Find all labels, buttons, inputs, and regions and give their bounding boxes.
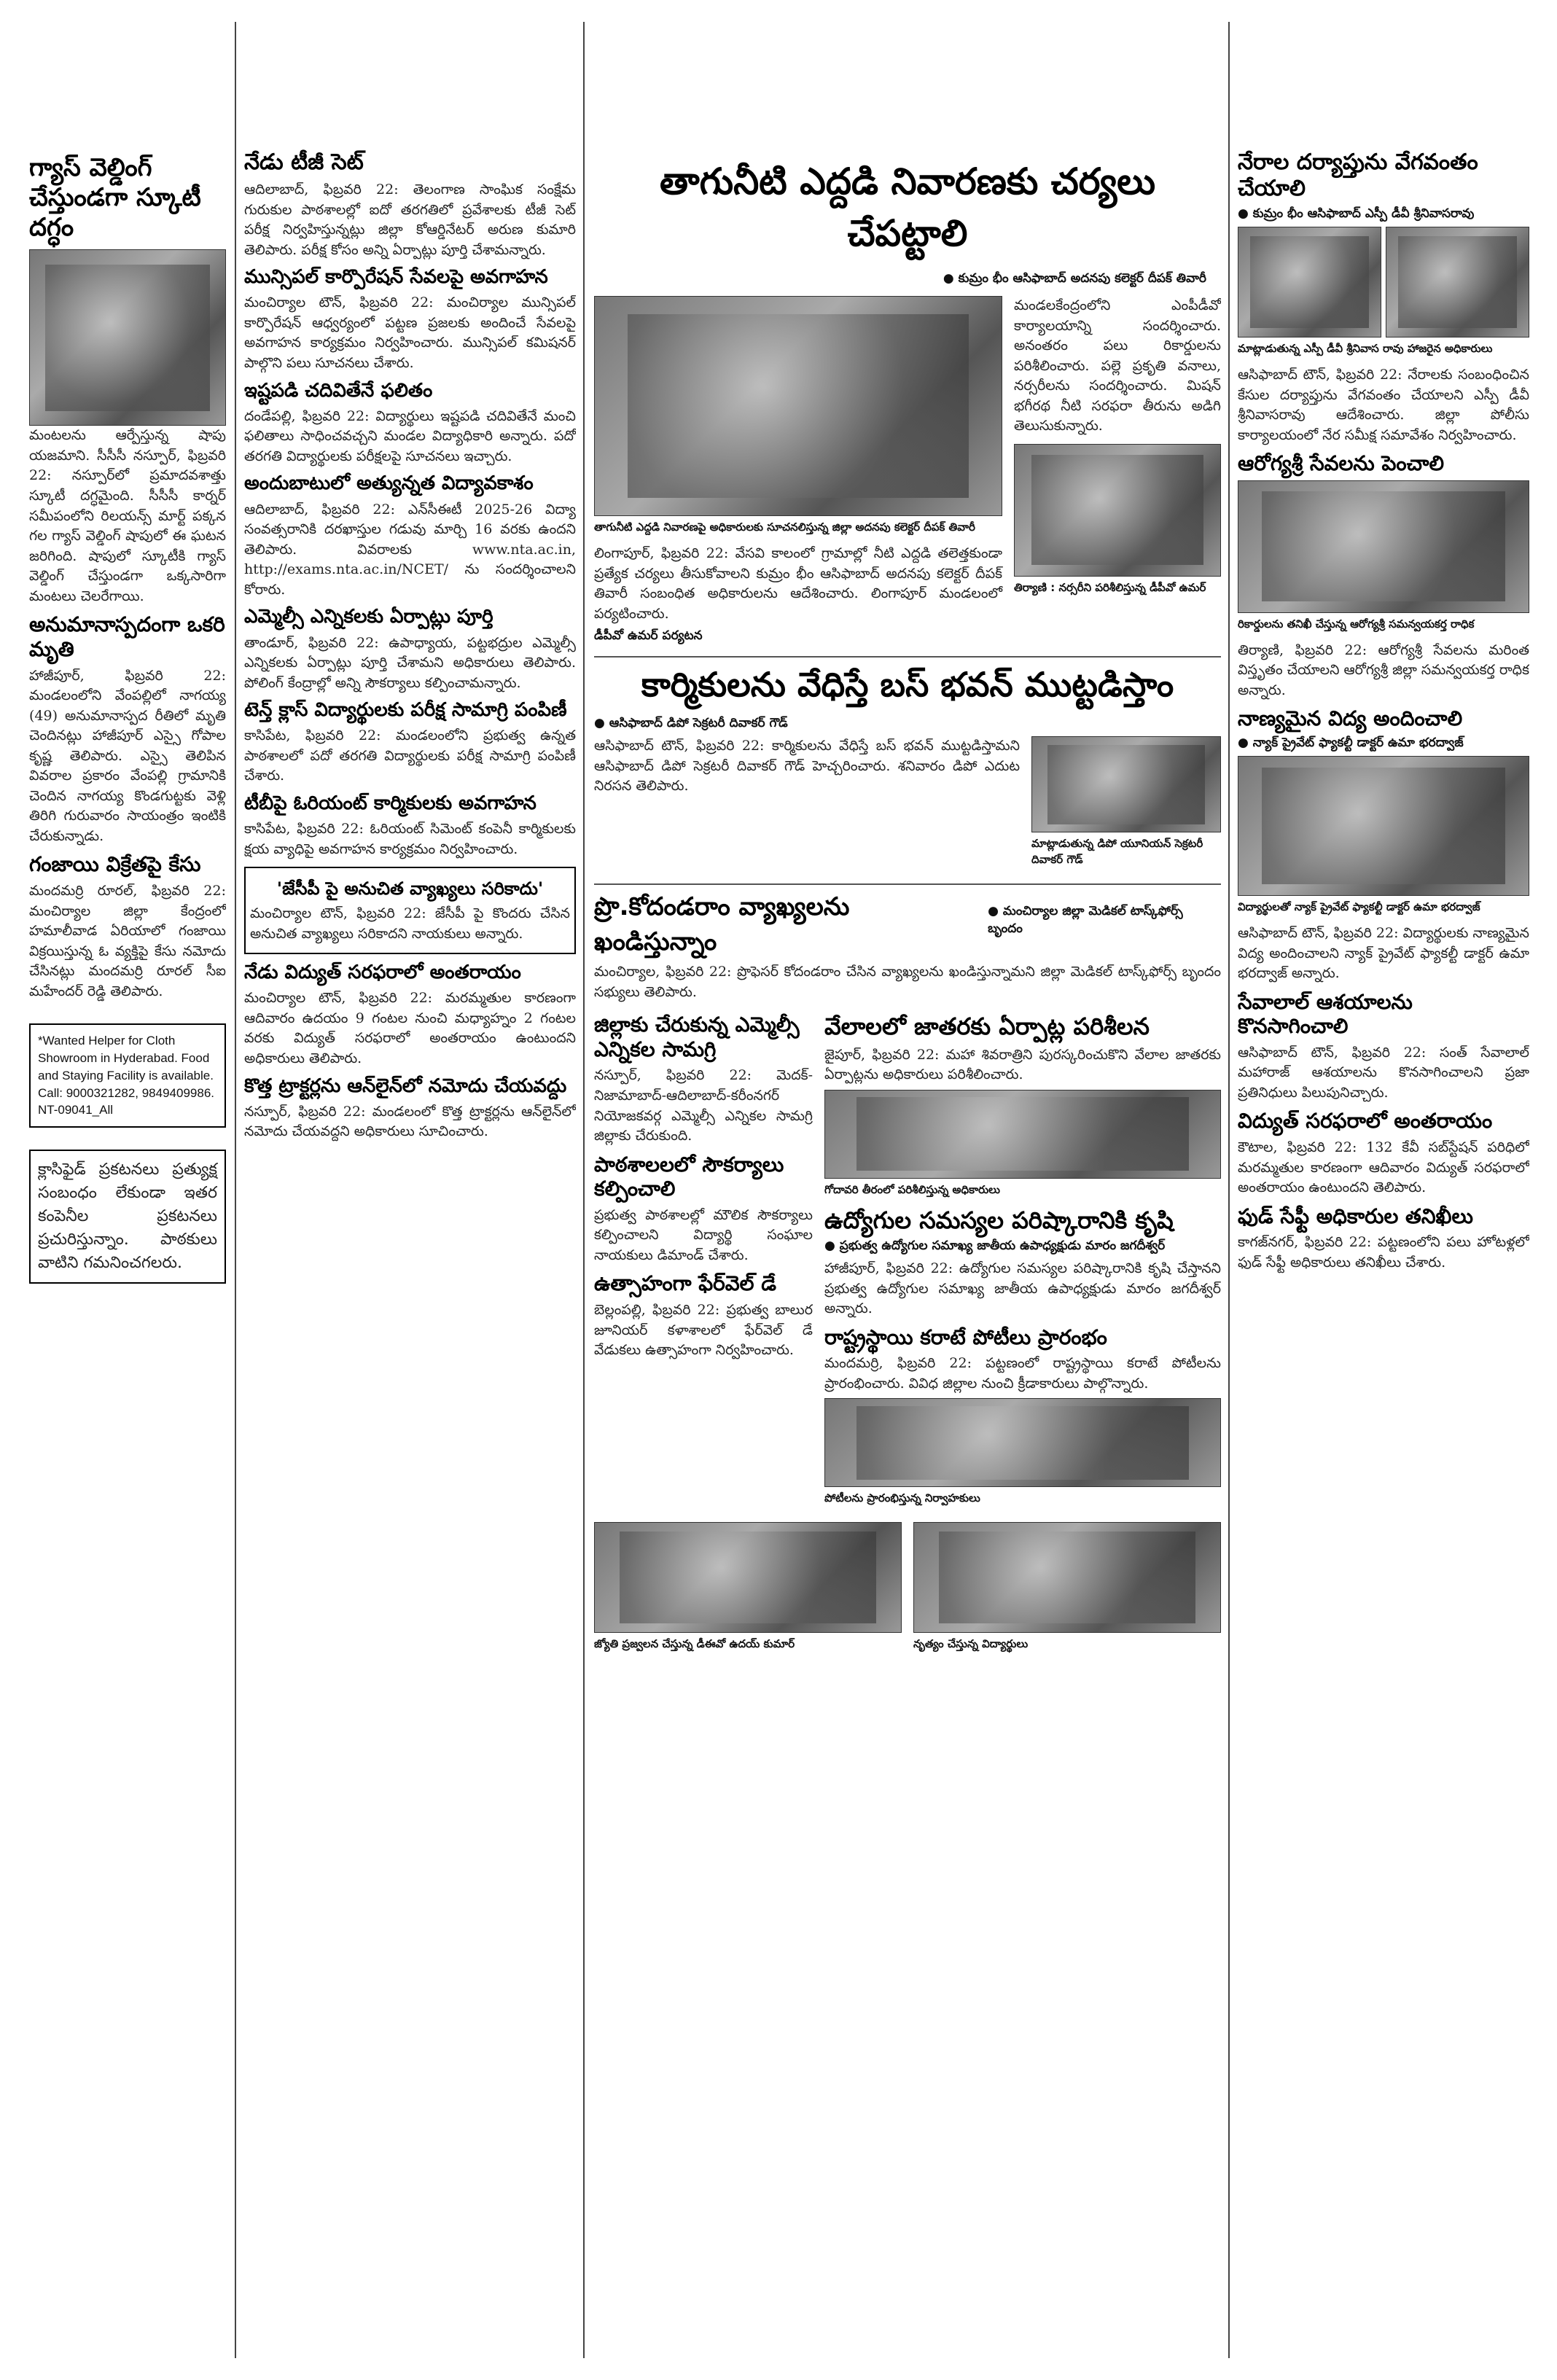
section-divider — [594, 883, 1221, 885]
headline: కార్మికులను వేధిస్తే బస్ భవన్ ముట్టడిస్తాం — [641, 665, 1174, 705]
article-body: ఆసిఫాబాద్ టౌన్, ఫిబ్రవరి 22: సంత్ సేవాలాల్ మహారాజ్ ఆశయాలను కొనసాగించాలని ప్రజా ప్రతినిధులు పిలుపునిచ్చారు. — [1238, 1044, 1529, 1101]
column-divider — [235, 22, 236, 2358]
headline: పాఠశాలలలో సౌకర్యాలు కల్పించాలి — [594, 1152, 784, 1201]
photo-caption: గోదావరి తీరంలో పరిశీలిస్తున్న అధికారులు — [824, 1182, 1000, 1196]
article-body: బెల్లంపల్లి, ఫిబ్రవరి 22: ప్రభుత్వ బాలుర జూనియర్ కళాశాలలో ఫేర్‌వెల్ డే వేడుకలు ఉత్సాహంగా నిర్వహించారు. — [594, 1302, 813, 1359]
article-body: మంచిర్యాల టౌన్, ఫిబ్రవరి 22: మరమ్మతుల కారణంగా ఆదివారం ఉదయం 9 గంటల నుంచి మధ్యాహ్నం 2 గంటల వరకు విద్యుత్ సరఫరాలో అంతరాయం ఉంటుందని అధికారులు తెలిపారు. — [244, 990, 576, 1066]
farewell-photo-a-block — [594, 1522, 902, 1661]
lead-story-row — [594, 296, 1221, 649]
headline: సేవాలాల్ ఆశయాలను కొనసాగించాలి — [1238, 989, 1413, 1039]
lead-story-left — [594, 296, 1002, 649]
headline: ఎమ్మెల్సీ ఎన్నికలకు ఏర్పాట్లు పూర్తి — [244, 606, 493, 628]
headline: జిల్లాకు చేరుకున్న ఎమ్మెల్సీ ఎన్నికల సామగ్రి — [594, 1013, 800, 1061]
section-divider — [594, 656, 1221, 658]
disclaimer-box: క్లాసిఫైడ్ ప్రకటనలు ప్రత్యుక్ష సంబంధం లేకుండా ఇతర కంపెనీల ప్రకటనలు ప్రచురిస్తున్నాం. పాఠకులు వాటిని గమనించగలరు. — [29, 1150, 226, 1283]
officers-photo — [1386, 227, 1529, 338]
farewell-photo-b — [913, 1522, 1221, 1633]
headline: గ్యాస్ వెల్డింగ్ చేస్తుండగా స్కూటీ దగ్ధం — [29, 153, 201, 242]
photo-caption: తాగునీటి ఎద్దడి నివారణపై అధికారులకు సూచనలిస్తున్న జిల్లా అదనపు కలెక్టర్ దీపక్ తివారీ — [594, 520, 975, 534]
photo-caption: మాట్లాడుతున్న ఎస్పీ డీవీ శ్రీనివాస రావు హాజరైన అధికారులు — [1238, 342, 1493, 355]
depot-photo — [1031, 736, 1221, 832]
article-body: కౌటాల, ఫిబ్రవరి 22: 132 కేవీ సబ్‌స్టేషన్ పరిధిలో మరమ్మతుల కారణంగా ఆదివారం విద్యుత్ సరఫరాలో అంతరాయం ఉంటుందని తెలిపారు. — [1238, 1139, 1529, 1196]
headline: కొత్త ట్రాక్టర్లను ఆన్‌లైన్‌లో నమోదు చేయవద్దు — [244, 1074, 567, 1097]
headline: ఇష్టపడి చదివితేనే ఫలితం — [244, 379, 433, 402]
headline: నేడు విద్యుత్ సరఫరాలో అంతరాయం — [244, 961, 521, 984]
article-body: ఆదిలాబాద్, ఫిబ్రవరి 22: ఎన్‌సీఈటీ 2025-26 విద్యా సంవత్సరానికి దరఖాస్తుల గడువు మార్చి 16 వరకు ఉందని తెలిపారు. వివరాలకు www.nta.ac.in, http://exams.nta.ac.in/NCET/ ను సందర్శించాలని కోరారు. — [244, 501, 576, 598]
headline: ఉద్యోగుల సమస్యల పరిష్కారానికి కృషి — [824, 1206, 1174, 1234]
story-row — [594, 736, 1221, 876]
column-1 — [29, 22, 226, 2358]
subhead: ● మంచిర్యాల జిల్లా మెడికల్ టాస్క్‌ఫోర్స్ బృందం — [988, 904, 1183, 937]
article-body: మందమర్రి రూరల్, ఫిబ్రవరి 22: మంచిర్యాల జిల్లా కేంద్రంలో హమాలీవాడ ఏరియాలో గంజాయి విక్రయిస్తున్న ఓ వ్యక్తిపై కేసు నమోదు చేసినట్లు మందమర్రి రూరల్ సీఐ మహేందర్ రెడ్డి తెలిపారు. — [29, 883, 226, 999]
headline: ఆరోగ్యశ్రీ సేవలను పెంచాలి — [1238, 451, 1445, 476]
arogyasri-photo — [1238, 480, 1529, 613]
article-body: నస్పూర్, ఫిబ్రవరి 22: మెదక్-నిజామాబాద్-ఆదిలాబాద్-కరీంనగర్ నియోజకవర్గ ఎమ్మెల్సీ ఎన్నికల సామగ్రి జిల్లాకు చేరుకుంది. — [594, 1067, 813, 1144]
headline: అందుబాటులో అత్యున్నత విద్యావకాశం — [244, 472, 534, 495]
article-body: మంటలను ఆర్పేస్తున్న షాపు యజమాని. సీసీసీ నస్పూర్, ఫిబ్రవరి 22: నస్పూర్‌లో ప్రమాదవశాత్తు స్కూటీ దగ్ధమైంది. సీసీసీ కార్నర్ సమీపంలోని రిలయన్స్ మార్ట్ పక్కన గల గ్యాస్ వెల్డింగ్ షాపులో ఈ ఘటన జరిగింది. షాపులో స్కూటీకి గ్యాస్ వెల్డింగ్ చేస్తుండగా ఒక్కసారిగా మంటలు చెలరేగాయి. — [29, 427, 226, 604]
lower-left — [594, 1007, 813, 1515]
photo-caption: పోటీలను ప్రారంభిస్తున్న నిర్వాహకులు — [824, 1491, 980, 1505]
headline: రాష్ట్రస్థాయి కరాటే పోటీలు ప్రారంభం — [824, 1324, 1107, 1349]
boxed-article — [244, 867, 576, 954]
headline: ప్రొ.కోదండరాం వ్యాఖ్యలను ఖండిస్తున్నాం — [594, 892, 850, 957]
article-body: జైపూర్, ఫిబ్రవరి 22: మహా శివరాత్రిని పురస్కరించుకొని వేలాల జాతరకు ఏర్పాట్లను అధికారులు పరిశీలించారు. — [824, 1046, 1221, 1083]
article-body: నస్పూర్, ఫిబ్రవరి 22: మండలంలో కొత్త ట్రాక్టర్లను ఆన్‌లైన్‌లో నమోదు చేయవద్దని అధికారులు సూచించారు. — [244, 1103, 576, 1140]
column-divider — [1228, 22, 1230, 2358]
photo-caption: రికార్డులను తనిఖీ చేస్తున్న ఆరోగ్యశ్రీ సమన్వయకర్త రాధిక — [1238, 617, 1475, 631]
photo-pair — [1238, 227, 1529, 338]
article-body: కాగజ్‌నగర్, ఫిబ్రవరి 22: పట్టణంలోని పలు హోటళ్లలో ఫుడ్ సేఫ్టీ అధికారులు తనిఖీలు చేశారు. — [1238, 1234, 1529, 1271]
lead-story-right — [1014, 296, 1221, 649]
headline: నేరాల దర్యాప్తును వేగవంతం చేయాలి — [1238, 149, 1478, 201]
subhead: ● న్యాక్ ప్రైవేట్ ఫ్యాకల్టీ డాక్టర్ ఉమా భరద్వాజ్ — [1238, 736, 1464, 751]
photo-caption: మాట్లాడుతున్న డిపో యూనియన్ సెక్రటరీ దివాకర్ గౌడ్ — [1031, 837, 1203, 867]
naac-photo — [1238, 756, 1529, 896]
column-divider — [583, 22, 585, 2358]
lower-right — [824, 1007, 1221, 1515]
lead-headline: తాగునీటి ఎద్దడి నివారణకు చర్యలు చేపట్టాలి — [659, 160, 1156, 254]
article-body: హాజీపూర్, ఫిబ్రవరి 22: మండలంలోని వేంపల్లిలో నాగయ్య (49) అనుమానాస్పద రీతిలో మృతి చెందినట్లు హాజీపూర్ ఎస్సై గోపాల కృష్ణ తెలిపారు. ఎస్సై తెలిపిన వివరాల ప్రకారం వేంపల్లి గ్రామానికి చెందిన నాగయ్య కొండగుట్టకు వెళ్లి తిరిగి గురువారం సాయంత్రం ఇంటికి చేరుకున్నాడు. — [29, 667, 226, 844]
article-body: మందమర్రి, ఫిబ్రవరి 22: పట్టణంలో రాష్ట్రస్థాయి కరాటే పోటీలను ప్రారంభించారు. వివిధ జిల్లాల నుంచి క్రీడాకారులు పాల్గొన్నారు. — [824, 1355, 1221, 1392]
lead-photo — [594, 296, 1002, 516]
photo-caption: విద్యార్థులతో న్యాక్ ప్రైవేట్ ఫ్యాకల్టీ డాక్టర్ ఉమా భరద్వాజ్ — [1238, 900, 1480, 914]
article-body: మంచిర్యాల టౌన్, ఫిబ్రవరి 22: మంచిర్యాల మున్సిపల్ కార్పొరేషన్ ఆధ్వర్యంలో పట్టణ ప్రజలకు అందించే సేవలపై అవగాహన కార్యక్రమం నిర్వహించారు. మున్సిపల్ కమిషనర్ పాల్గొని పలు సూచనలు చేశారు. — [244, 294, 576, 372]
story-photo-block — [1031, 736, 1221, 876]
article-body: లింగాపూర్, ఫిబ్రవరి 22: వేసవి కాలంలో గ్రామాల్లో నీటి ఎద్దడి తలెత్తకుండా ప్రత్యేక చర్యలు తీసుకోవాలని కుమ్రం భీం ఆసిఫాబాద్ అదనపు కలెక్టర్ దీపక్ తివారీ సంబంధిత అధికారులను ఆదేశించారు. లింగాపూర్ మండలంలో పర్యటించారు. — [594, 545, 1002, 622]
photo-caption: నృత్యం చేస్తున్న విద్యార్థులు — [913, 1637, 1029, 1651]
column-5 — [1238, 22, 1529, 2358]
article-body: తాండూర్, ఫిబ్రవరి 22: ఉపాధ్యాయ, పట్టభద్రుల ఎమ్మెల్సీ ఎన్నికలకు ఏర్పాట్లు పూర్తి చేశామని అధికారులు తెలిపారు. పోలింగ్ కేంద్రాల్లో అన్ని సౌకర్యాలు కల్పించామన్నారు. — [244, 634, 576, 691]
headline: నాణ్యమైన విద్య అందించాలి — [1238, 706, 1463, 731]
subhead: ● ఆసిఫాబాద్ డిపో సెక్రటరీ దివాకర్ గౌడ్ — [594, 716, 788, 731]
article-body: దండేపల్లి, ఫిబ్రవరి 22: విద్యార్థులు ఇష్టపడి చదివితేనే మంచి ఫలితాలు సాధించవచ్చని మండల విద్యాధికారి అన్నారు. పదో తరగతి విద్యార్థులకు పరీక్షలపై సూచనలు ఇచ్చారు. — [244, 407, 576, 464]
article-body: కాసిపేట, ఫిబ్రవరి 22: ఓరియంట్ సిమెంట్ కంపెనీ కార్మికులకు క్షయ వ్యాధిపై అవగాహన కార్యక్రమం నిర్వహించారు. — [244, 821, 576, 857]
headline: టీబీపై ఓరియంట్ కార్మికులకు అవగాహన — [244, 792, 536, 814]
article-body: కాసిపేట, ఫిబ్రవరి 22: మండలంలోని ప్రభుత్వ ఉన్నత పాఠశాలలో పదో తరగతి విద్యార్థులకు పరీక్ష సామాగ్రి పంపిణీ చేశారు. — [244, 727, 576, 784]
headline: టెన్త్ క్లాస్ విద్యార్థులకు పరీక్ష సామాగ్రి పంపిణీ — [244, 699, 567, 722]
article-body: ఆదిలాబాద్, ఫిబ్రవరి 22: తెలంగాణ సాంఘిక సంక్షేమ గురుకుల పాఠశాలల్లో ఐదో తరగతిలో ప్రవేశాలకు టీజీ సెట్ పరీక్ష నిర్వహిస్తున్నట్లు జిల్లా కోఆర్డినేటర్ అరుణ కుమారి తెలిపారు. పరీక్ష కోసం అన్ని ఏర్పాట్లు పూర్తి చేశామన్నారు. — [244, 182, 576, 258]
headline: మున్సిపల్ కార్పొరేషన్ సేవలపై అవగాహన — [244, 266, 548, 289]
headline: విద్యుత్ సరఫరాలో అంతరాయం — [1238, 1109, 1493, 1134]
farewell-photo-a — [594, 1522, 902, 1633]
article-body: హాజీపూర్, ఫిబ్రవరి 22: ఉద్యోగుల సమస్యల పరిష్కారానికి కృషి చేస్తానని ప్రభుత్వ ఉద్యోగుల సమాఖ్య జాతీయ ఉపాధ్యక్షుడు మారం జగదీశ్వర్ అన్నారు. — [824, 1260, 1221, 1317]
lead-subhead: ● కుమ్రం భీం ఆసిఫాబాద్ అదనపు కలెక్టర్ దీపక్ తివారీ — [943, 271, 1206, 286]
farewell-photos — [594, 1522, 1221, 1661]
karate-photo — [824, 1398, 1221, 1487]
classified-ad: *Wanted Helper for Cloth Showroom in Hyderabad. Food and Staying Facility is available. Call: 9000321282, 9849409986. NT-09041_All — [29, 1023, 226, 1128]
photo-caption: జ్యోతి ప్రజ్వలన చేస్తున్న డీఈవో ఉదయ్ కుమార్ — [594, 1637, 795, 1651]
headline-row — [594, 892, 1221, 962]
headline: ఉత్సాహంగా ఫేర్‌వెల్ డే — [594, 1271, 776, 1296]
scooter-fire-photo — [29, 249, 226, 426]
sub-headline: డీపీవో ఉమర్ పర్యటన — [594, 628, 703, 644]
article-body: తిర్యాణి, ఫిబ్రవరి 22: ఆరోగ్యశ్రీ సేవలను మరింత విస్తృతం చేయాలని ఆరోగ్యశ్రీ జిల్లా సమన్వయకర్త రాధిక అన్నారు. — [1238, 641, 1529, 698]
sp-photo — [1238, 227, 1381, 338]
headline: నేడు టీజీ సెట్ — [244, 149, 364, 175]
article-body: ప్రభుత్వ పాఠశాలల్లో మౌలిక సౌకర్యాలు కల్పించాలని విద్యార్థి సంఘాల నాయకులు డిమాండ్ చేశారు. — [594, 1206, 813, 1263]
lower-row — [594, 1007, 1221, 1515]
headline: గంజాయి విక్రేతపై కేసు — [29, 852, 201, 877]
photo-caption: తిర్యాణి : నర్సరీని పరిశీలిస్తున్న డీపీవో ఉమర్ — [1014, 580, 1206, 594]
article-body: మంచిర్యాల టౌన్, ఫిబ్రవరి 22: జేసీపీ పై కొందరు చేసిన అనుచిత వ్యాఖ్యలు సరికాదని నాయకులు అన్నారు. — [250, 905, 570, 942]
nursery-photo — [1014, 444, 1221, 577]
jathara-photo — [824, 1090, 1221, 1179]
article-body: ఆసిఫాబాద్ టౌన్, ఫిబ్రవరి 22: నేరాలకు సంబంధించిన కేసుల దర్యాప్తును వేగవంతం చేయాలని ఎస్పీ డీవీ శ్రీనివాసరావు ఆదేశించారు. జిల్లా పోలీసు కార్యాలయంలో నేర సమీక్ష సమావేశం నిర్వహించారు. — [1238, 367, 1529, 443]
article-body: ఆసిఫాబాద్ టౌన్, ఫిబ్రవరి 22: విద్యార్థులకు నాణ్యమైన విద్య అందించాలని న్యాక్ ప్రైవేట్ ఫ్యాకల్టీ డాక్టర్ ఉమా భరద్వాజ్ అన్నారు. — [1238, 925, 1529, 982]
article-body: మంచిర్యాల, ఫిబ్రవరి 22: ప్రొఫెసర్ కోదండరాం చేసిన వ్యాఖ్యలను ఖండిస్తున్నామని జిల్లా మెడికల్ టాస్క్‌ఫోర్స్ బృందం సభ్యులు తెలిపారు. — [594, 964, 1221, 1000]
article-body: ఆసిఫాబాద్ టౌన్, ఫిబ్రవరి 22: కార్మికులను వేధిస్తే బస్ భవన్ ముట్టడిస్తామని ఆసిఫాబాద్ డిపో సెక్రటరీ దివాకర్ గౌడ్ హెచ్చరించారు. శనివారం డిపో ఎదుట నిరసన తెలిపారు. — [594, 738, 1020, 795]
headline: 'జేసీపీ పై అనుచిత వ్యాఖ్యలు సరికాదు' — [276, 878, 544, 900]
farewell-photo-b-block — [913, 1522, 1221, 1661]
subhead: ● కుమ్రం భీం ఆసిఫాబాద్ ఎస్పీ డీవీ శ్రీనివాసరావు — [1238, 206, 1475, 221]
center-section — [594, 22, 1221, 2358]
headline: వేలాలలో జాతరకు ఏర్పాట్ల పరిశీలన — [824, 1013, 1150, 1041]
headline: ఫుడ్ సేఫ్టీ అధికారుల తనిఖీలు — [1238, 1203, 1473, 1228]
headline: అనుమానాస్పదంగా ఒకరి మృతి — [29, 612, 225, 661]
article-body: మండలకేంద్రంలోని ఎంపీడీవో కార్యాలయాన్ని సందర్శించారు. అనంతరం పలు రికార్డులను పరిశీలించారు. పల్లె ప్రకృతి వనాలు, నర్సరీలను సందర్శించారు. మిషన్ భగీరథ నీటి సరఫరా తీరును అడిగి తెలుసుకున్నారు. — [1014, 297, 1221, 434]
subhead: ● ప్రభుత్వ ఉద్యోగుల సమాఖ్య జాతీయ ఉపాధ్యక్షుడు మారం జగదీశ్వర్ — [824, 1238, 1166, 1254]
column-2 — [244, 22, 576, 2358]
